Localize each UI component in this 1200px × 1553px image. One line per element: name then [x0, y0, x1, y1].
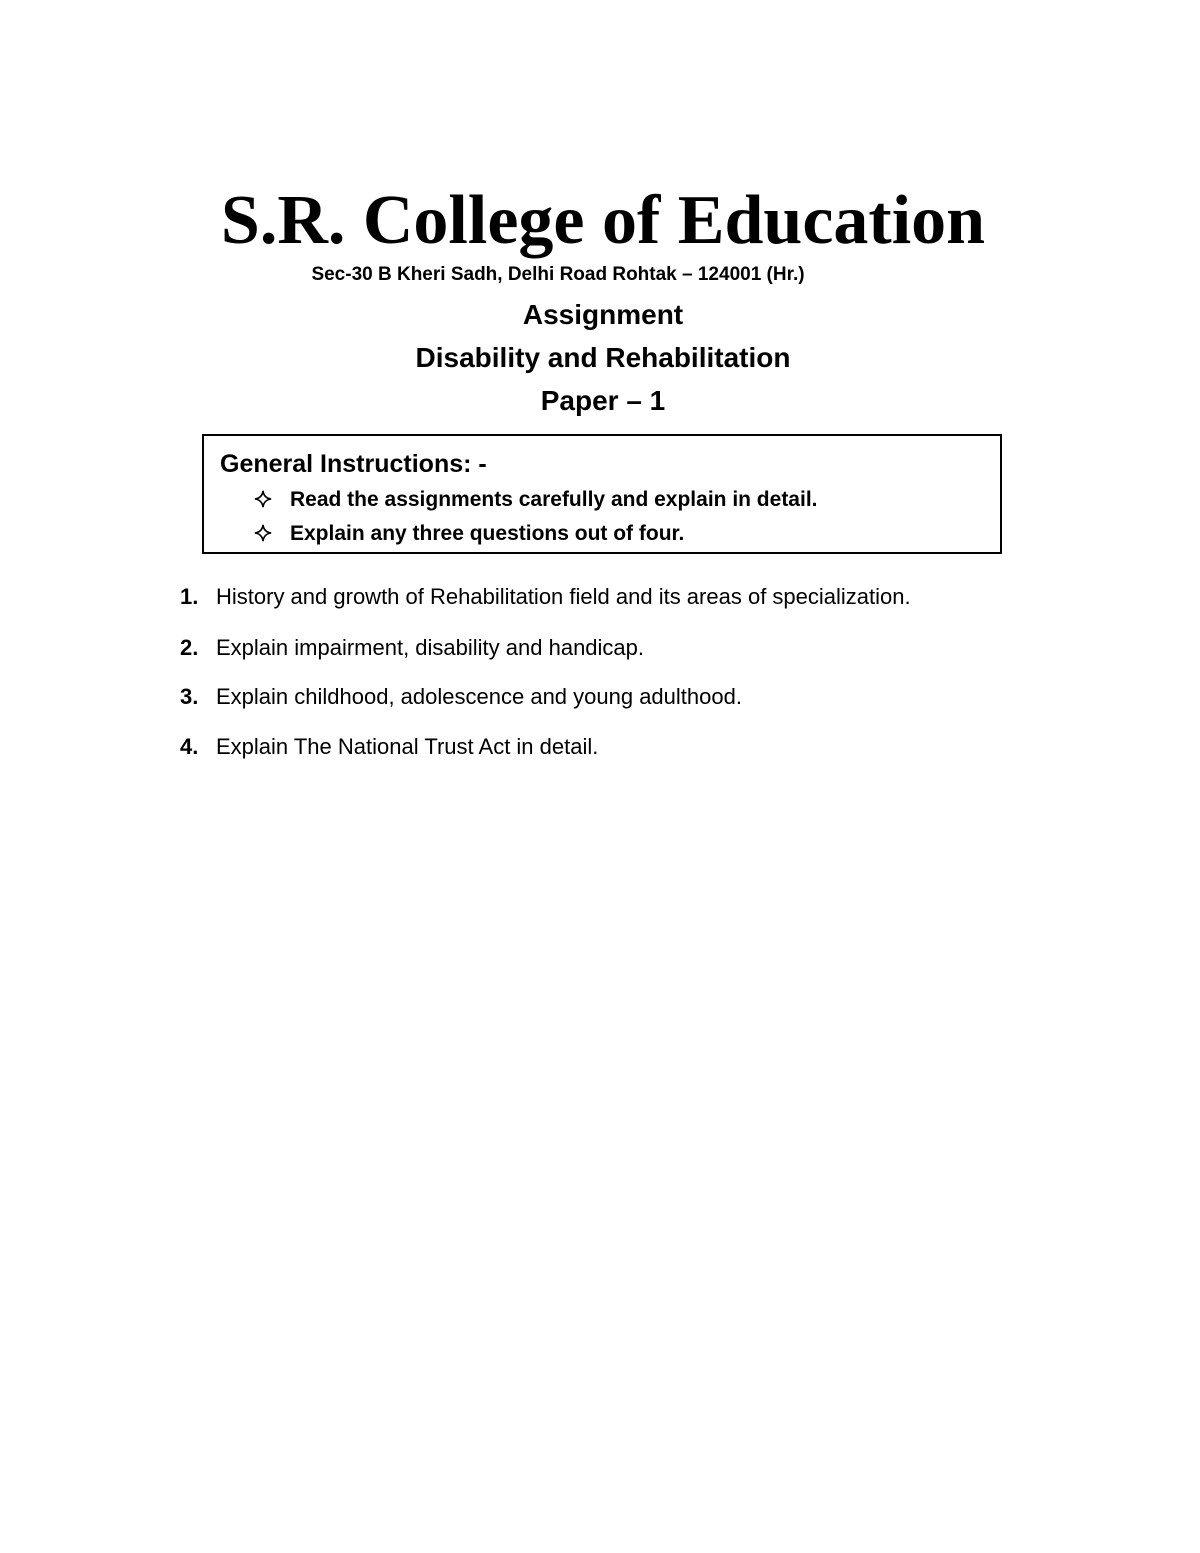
subject-title: Disability and Rehabilitation	[415, 342, 791, 373]
question-text: Explain impairment, disability and handicap.	[216, 635, 645, 660]
question-number: 4.	[180, 734, 199, 759]
instruction-text: Read the assignments carefully and explain in detail.	[290, 488, 818, 511]
college-address: Sec-30 B Kheri Sadh, Delhi Road Rohtak – 124001 (Hr.)	[311, 264, 805, 285]
question-item	[180, 580, 911, 614]
college-name: S.R. College of Education	[220, 182, 986, 259]
question-item	[180, 730, 598, 764]
instructions-box	[202, 434, 1002, 554]
instruction-text: Explain any three questions out of four.	[290, 522, 685, 545]
question-text: Explain childhood, adolescence and young adulthood.	[216, 684, 742, 709]
question-text: History and growth of Rehabilitation field and its areas of specialization.	[216, 584, 911, 609]
four-point-star-icon	[254, 524, 272, 542]
question-number: 1.	[180, 584, 199, 609]
question-item	[180, 680, 742, 714]
paper-number: Paper – 1	[540, 385, 666, 416]
instructions-title: General Instructions: -	[220, 450, 487, 478]
instruction-item	[254, 486, 818, 514]
question-number: 3.	[180, 684, 199, 709]
document-type: Assignment	[522, 299, 684, 330]
four-point-star-icon	[254, 490, 272, 508]
question-number: 2.	[180, 635, 199, 660]
question-text: Explain The National Trust Act in detail.	[216, 734, 599, 759]
question-item	[180, 631, 644, 665]
instruction-item	[254, 520, 684, 548]
